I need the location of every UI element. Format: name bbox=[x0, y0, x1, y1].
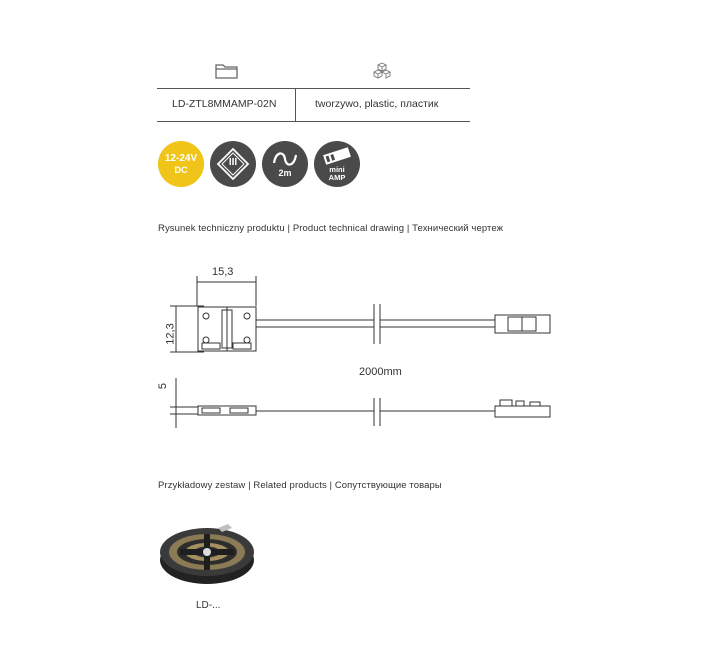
screw-2 bbox=[244, 313, 250, 319]
dim-length-label: 2000mm bbox=[359, 366, 402, 378]
header-rule-bottom bbox=[157, 121, 470, 122]
cable-icon bbox=[262, 141, 308, 187]
technical-drawing bbox=[150, 260, 570, 440]
cubes-icon bbox=[372, 61, 392, 86]
class-iii-badge bbox=[210, 141, 256, 187]
dim-height-label: 12,3 bbox=[164, 323, 177, 345]
material-text: tworzywo, plastic, пластик bbox=[315, 98, 439, 110]
screw-3 bbox=[203, 337, 209, 343]
drawing-title: Rysunek techniczny produktu | Product technical drawing | Технический чертеж bbox=[158, 223, 504, 234]
folder-icon bbox=[215, 62, 239, 85]
dim-width-label: 15,3 bbox=[212, 266, 234, 278]
plug-side bbox=[495, 400, 550, 417]
cable-length-badge bbox=[262, 141, 308, 187]
header-rule-top bbox=[157, 88, 470, 89]
product-code: LD-ZTL8MMAMP-02N bbox=[172, 98, 277, 110]
dim-thickness-label: 5 bbox=[157, 382, 170, 390]
related-item-label: LD-... bbox=[196, 600, 221, 611]
cable-length-text: 2m bbox=[278, 168, 292, 178]
screw-1 bbox=[203, 313, 209, 319]
voltage-badge bbox=[158, 141, 204, 187]
mini-text: mini bbox=[329, 165, 345, 174]
voltage-text: 12-24V bbox=[164, 153, 198, 164]
related-title: Przykładowy zestaw | Related products | Сопутствующие товары bbox=[158, 480, 442, 491]
class-iii-text: III bbox=[228, 157, 238, 168]
led-strip-image bbox=[158, 510, 258, 590]
voltage-type-text: DC bbox=[174, 165, 188, 175]
connector-body-side bbox=[198, 406, 256, 415]
screw-4 bbox=[244, 337, 250, 343]
mini-amp-badge bbox=[314, 141, 360, 187]
amp-text: AMP bbox=[328, 173, 346, 182]
header-divider bbox=[295, 88, 296, 122]
